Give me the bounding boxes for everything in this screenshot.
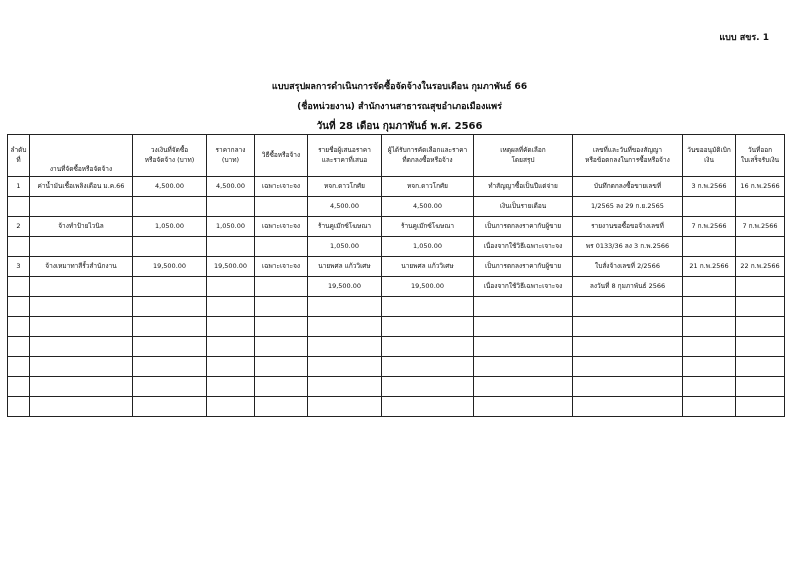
item-receipt-date: 16 ก.พ.2566 (736, 177, 785, 197)
item-winner: หจก.ดาวโกศัย (382, 177, 474, 197)
form-code: แบบ สขร. 1 (719, 33, 769, 43)
item-bid-price: 1,050.00 (308, 237, 382, 257)
item-win-price: 1,050.00 (382, 237, 474, 257)
item-bidder: ร้านคูเม๊กซ์โฆษณา (308, 217, 382, 237)
item-task: จ้างเหมาทาสีรั้วสำนักงาน (30, 257, 133, 277)
item-approve-date: 3 ก.พ.2566 (683, 177, 736, 197)
table-row (8, 257, 785, 277)
item-bidder: หจก.ดาวโกศัย (308, 177, 382, 197)
item-bid-price: 4,500.00 (308, 197, 382, 217)
item-reason-cont: เนื่องจากใช้วิธีเฉพาะเจาะจง (474, 277, 573, 297)
item-no: 2 (8, 217, 30, 237)
item-receipt-date: 7 ก.พ.2566 (736, 217, 785, 237)
item-contract: บันทึกตกลงซื้อขายเลขที่ (573, 177, 683, 197)
item-median-price: 1,050.00 (207, 217, 255, 237)
item-no: 3 (8, 257, 30, 277)
header-median-price: ราคากลาง (บาท) (207, 135, 255, 177)
header-approve-date: วันขออนุมัติเบิก เงิน (683, 135, 736, 177)
header-reason: เหตุผลที่คัดเลือก โดยสรุป (474, 135, 573, 177)
item-contract-cont: ลงวันที่ 8 กุมภาพันธ์ 2566 (573, 277, 683, 297)
header-method: วิธีซื้อหรือจ้าง (255, 135, 308, 177)
blank-row (8, 397, 785, 417)
item-receipt-date: 22 ก.พ.2566 (736, 257, 785, 277)
header-contract: เลขที่และวันที่ของสัญญา หรือข้อตกลงในการซื้อหรือจ้าง (573, 135, 683, 177)
item-contract: รายงานขอซื้อขอจ้างเลขที่ (573, 217, 683, 237)
item-reason: ทำสัญญาซื้อเป็นปีแต่จ่าย (474, 177, 573, 197)
item-contract: ใบสั่งจ้างเลขที่ 2/2566 (573, 257, 683, 277)
table-row (8, 217, 785, 237)
procurement-table (7, 134, 785, 417)
blank-row (8, 317, 785, 337)
table-row (8, 237, 785, 257)
item-reason: เป็นการตกลงราคากับผู้ขาย (474, 217, 573, 237)
item-win-price: 19,500.00 (382, 277, 474, 297)
blank-row (8, 377, 785, 397)
item-method: เฉพาะเจาะจง (255, 217, 308, 237)
item-reason: เป็นการตกลงราคากับผู้ขาย (474, 257, 573, 277)
table-body (8, 177, 785, 417)
header-no: ลำดับ ที่ (8, 135, 30, 177)
item-median-price: 4,500.00 (207, 177, 255, 197)
header-winner: ผู้ได้รับการคัดเลือกและราคา ที่ตกลงซื้อหรือจ้าง (382, 135, 474, 177)
table-row (8, 177, 785, 197)
header-budget: วงเงินที่จัดซื้อ หรือจัดจ้าง (บาท) (133, 135, 207, 177)
report-title: แบบสรุปผลการดำเนินการจัดซื้อจัดจ้างในรอบเดือน กุมภาพันธ์ 66 (271, 82, 528, 92)
item-task: ค่าน้ำมันเชื้อเพลิงเดือน ม.ค.66 (30, 177, 133, 197)
header-task: งานที่จัดซื้อหรือจัดจ้าง (30, 135, 133, 177)
item-method: เฉพาะเจาะจง (255, 257, 308, 277)
item-budget: 1,050.00 (133, 217, 207, 237)
item-method: เฉพาะเจาะจง (255, 177, 308, 197)
blank-row (8, 297, 785, 317)
item-winner: ร้านคูเม๊กซ์โฆษณา (382, 217, 474, 237)
table-header (8, 135, 785, 177)
item-approve-date: 7 ก.พ.2566 (683, 217, 736, 237)
item-budget: 4,500.00 (133, 177, 207, 197)
item-reason-cont: เงินเป็นรายเดือน (474, 197, 573, 217)
blank-row (8, 357, 785, 377)
item-contract-cont: พร 0133/36 ลง 3 ก.พ.2566 (573, 237, 683, 257)
item-no: 1 (8, 177, 30, 197)
item-bidder: นายพศล แก้ววิเศษ (308, 257, 382, 277)
blank-row (8, 337, 785, 357)
agency-name: (ชื่อหน่วยงาน) สำนักงานสาธารณสุขอำเภอเมืองแพร่ (297, 102, 502, 112)
item-approve-date: 21 ก.พ.2566 (683, 257, 736, 277)
header-receipt-date: วันที่ออก ใบเสร็จรับเงิน (736, 135, 785, 177)
report-date: วันที่ 28 เดือน กุมภาพันธ์ พ.ศ. 2566 (316, 121, 483, 132)
item-reason-cont: เนื่องจากใช้วิธีเฉพาะเจาะจง (474, 237, 573, 257)
item-winner: นายพศล แก้ววิเศษ (382, 257, 474, 277)
item-win-price: 4,500.00 (382, 197, 474, 217)
item-bid-price: 19,500.00 (308, 277, 382, 297)
table-row (8, 197, 785, 217)
item-task: จ้างทำป้ายไวนิล (30, 217, 133, 237)
header-bidders: รายชื่อผู้เสนอราคา และราคาที่เสนอ (308, 135, 382, 177)
item-budget: 19,500.00 (133, 257, 207, 277)
item-median-price: 19,500.00 (207, 257, 255, 277)
item-contract-cont: 1/2565 ลง 29 ก.ย.2565 (573, 197, 683, 217)
table-row (8, 277, 785, 297)
